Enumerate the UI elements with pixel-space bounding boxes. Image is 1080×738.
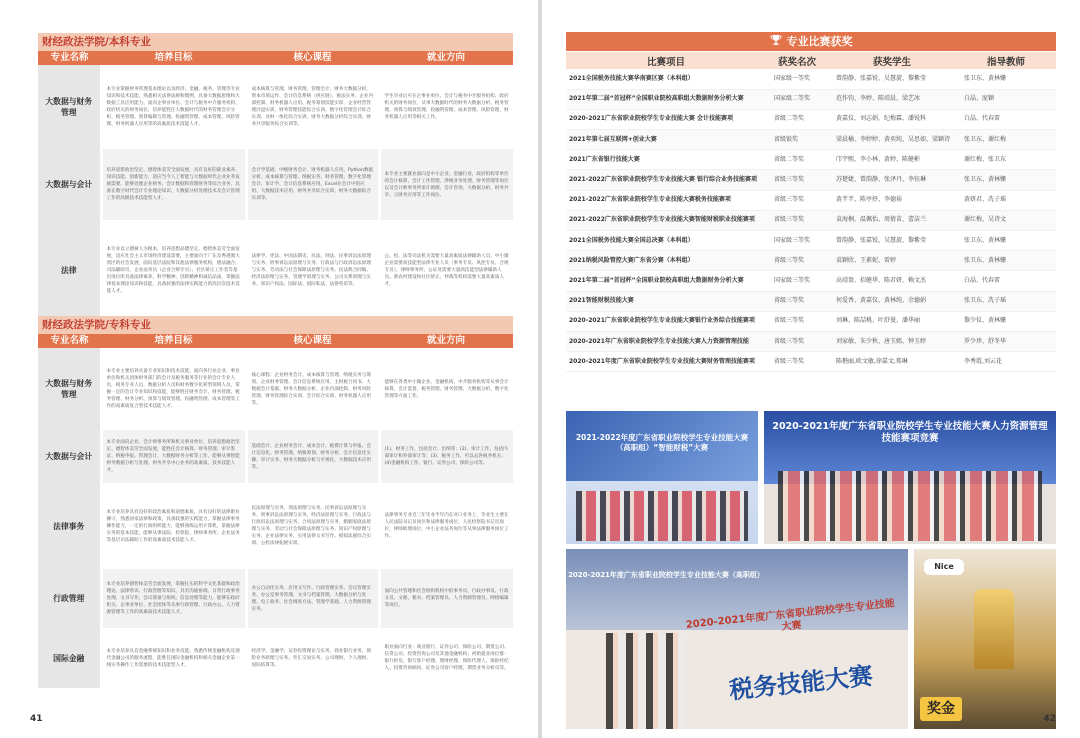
header-goal: 培养目标 [101, 334, 246, 348]
award-teacher: 白晶、代春雷 [956, 109, 1056, 129]
core-courses: 办公自动化实务、应用文写作、行政管理实务、会议管理实务、办公室事务管理、文书与档案管理、大数据分析与处理、电子政务、社会调查方法、管理学基础、人力资源管理实务。 [246, 569, 379, 628]
award-teacher: 白晶、代春雷 [956, 271, 1056, 291]
training-goal: 本专业掌握财务管理基本理论以及经济、金融、税务、管理等专业知识和技术技能，熟悉相关法律法规和惯例，具备大数据思维和大数据工具应用能力，面向企事业单位、会计与税务中介服务机构、政府机关的财务岗位，培养能胜任大数据时代的财务管理会计分析、税务管理、预算编制与管理、投融资管理、成本管理、风险管理、财务机器人应用等的高素质技术技能人才。 [101, 65, 246, 149]
vocational-majors-table [38, 334, 513, 688]
award-rank: 省级三等奖 [766, 170, 828, 190]
award-rank: 省级三等奖 [766, 311, 828, 331]
award-teacher: 谢红梅、吴诗文 [956, 210, 1056, 230]
competition-name: 2021年第二届“首冠杯”全国职业院校高职组大数据财务分析大赛 [566, 89, 766, 109]
header-job: 就业方向 [379, 51, 513, 65]
header-course: 核心课程 [246, 51, 379, 65]
award-row [566, 352, 1056, 372]
award-students: 苏楚婕、曾韵静、张泽丹、李钰琳 [828, 170, 956, 190]
award-rank: 国家级三等奖 [766, 271, 828, 291]
major-name: 大数据与财务管理 [38, 65, 101, 149]
competition-name: 2020-2021广东省职业院校学生专业技能大赛 会计技能赛项 [566, 109, 766, 129]
program-row [38, 628, 513, 688]
award-teacher: 李秀霞,刘云花 [956, 352, 1056, 372]
page-number-left: 41 [30, 714, 43, 724]
photo-people-group [576, 491, 748, 541]
competition-name: 2021纳税风险管控大赛广东省分赛（本科组） [566, 251, 766, 271]
awards-title-bar [566, 32, 1056, 51]
award-students: 袁海桐、温佩怡、周倩苗、蕾洁兰 [828, 210, 956, 230]
major-name: 法律事务 [38, 483, 101, 569]
core-courses: 法律学、宪法、中国法制史、民法、刑法、民事诉讼法原理与实务、刑事诉讼法原理与实务、行政法与行政诉讼法原理与实务、劳动法与社会保障法原理与实务、民法典合同编、经济法原理与实务、管理学原理与实务、公司关系原理与实务、知识产权法、国际法、国际私法、法律英语等。 [246, 220, 379, 320]
award-students: 黄嘉仪、刘志娟、纪梅霖、潘锐科 [828, 109, 956, 129]
header-rank: 获奖名次 [766, 52, 828, 69]
award-students: 曾韵静、张嘉锐、吴慧旋、黎紫莹 [828, 231, 956, 251]
award-teacher: 张卫东、谢红梅 [956, 130, 1056, 150]
award-teacher: 罗少珍、舒冬华 [956, 331, 1056, 351]
training-goal: 本专业培养具有金融系统知识和业务技能，熟悉传统金融机构及现代金融公司的服务流程，能胜任国际金融机构和相关金融企业第一线实务操作工作需要的技术技能型人才。 [101, 628, 246, 688]
right-page [542, 0, 1080, 738]
award-teacher: 白晶、庞颖 [956, 89, 1056, 109]
competition-name: 2021全国税务技能大赛华南赛区赛（本科组） [566, 69, 766, 89]
header-course: 核心课程 [246, 334, 379, 348]
competition-name: 2020-2021广东省职业院校学生专业技能大赛银行业务综合技能赛项 [566, 311, 766, 331]
training-goal: 本专业以立德树人为根本，培养思想品德坚定、德智体美劳全面发展，适应社会主义市场经济建设需要，主要面向于广东及粤港澳大湾区的社会发展，面向基层法院和其他法律服务机构，德法融合，司法辅助员、企业法务员（企业合规专员）、社区矫正工作者等基层岗位所具备法律素养、科学精神、创新精神和诚信品质，掌握法律基本理论知识和技能，具备较强的法律实践能力的高层次技术技能人才。 [101, 220, 246, 320]
competition-name: 2021-2022广东省职业院校学生专业技能大赛税务技能赛项 [566, 190, 766, 210]
award-students: 刘家敏、朱少秋、唐玉嫣、钟玉婷 [828, 331, 956, 351]
award-rank: 省级二等奖 [766, 150, 828, 170]
career-direction: 学生毕业后可在企事业单位、会计与税务中介服务机构、政府机关的财务岗位，从事大数据时代的财务大数据分析、税务管理、预算与绩效管理、投融资管理、成本管理、风险管理、财务机器人应用等相关工作。 [379, 65, 513, 149]
award-teacher: 谢红梅、张卫东 [956, 150, 1056, 170]
major-name: 法律 [38, 220, 101, 320]
photo-smart-tax-competition [566, 411, 758, 544]
award-students: 曾韵静、张嘉锐、吴慧旋、黎紫莹 [828, 69, 956, 89]
program-row [38, 220, 513, 320]
award-row [566, 130, 1056, 150]
photo-tax-skills-competition [566, 549, 908, 729]
program-row [38, 483, 513, 569]
trophy-cup [974, 589, 1014, 669]
award-rank: 国家级三等奖 [766, 231, 828, 251]
competition-name: 2020-2021年广东省职业院校学生专业技能大赛人力资源管理技能 [566, 331, 766, 351]
award-rank: 省级三等奖 [766, 251, 828, 271]
training-goal: 本专业培养具有良好的政治素质和道德素质，具有良好的法律职业操守，熟悉国家法律和政策，具备较强的实践能力，掌握法律事务操作能力，一定的行政组织能力，能够熟练运用计算机，掌握法律实务的基本技能，能够从事法院、检察院、律师事务所、企业法务等基层司法辅助工作的高素质技术技能人才。 [101, 483, 246, 569]
header-major: 专业名称 [38, 334, 101, 348]
award-row [566, 190, 1056, 210]
award-students: 袁颖欣、王素妮、雷婷 [828, 251, 956, 271]
core-courses: 基础会计、企业财务会计、成本会计、税费计算与申报、会计信息化、财务管理、纳税筹划、财务分析、会计信息化实操、审计实务、财务大数据分析与可视化、大数据技术应用等。 [246, 430, 379, 483]
competition-name: 2021-2022广东省职业院校学生专业技能大赛 银行综合业务技能赛项 [566, 170, 766, 190]
competition-name: 2021年第二届“首冠杯”全国职业院校高职组大数据财务分析大赛 [566, 271, 766, 291]
competition-name: 2020-2021年度广东省职业院校学生专业技能大赛财务管理技能赛项 [566, 352, 766, 372]
award-row [566, 271, 1056, 291]
award-teacher: 张卫东、黄林姗 [956, 69, 1056, 89]
career-direction: (1)、财务工作，包括会计、出纳等；(2)、审计工作，包括内部审计和外部审计等；(3)、税务工作，可以去各税务机关；(4)金融机构工作，银行、证券公司、保险公司等。 [379, 430, 513, 483]
program-row [38, 569, 513, 628]
award-row [566, 291, 1056, 311]
training-goal: 本专业培养德智体美劳全面发展，掌握扎实的科学文化基础和政治理论、法律常识、行政管理等知识，具有沟通协调、日常行政事务处理、文书写作、会议筹备与组织、信息处理等能力，能够在政府机关、企事业单位、社会团体等从事行政管理、行政办公、人力资源管理等工作的高素质技术技能人才。 [101, 569, 246, 628]
competition-name: 2021年第七届互联网+创业大赛 [566, 130, 766, 150]
major-name: 国际金融 [38, 628, 101, 688]
program-row [38, 149, 513, 220]
award-rank: 省级三等奖 [766, 190, 828, 210]
header-goal: 培养目标 [101, 51, 246, 65]
award-row [566, 69, 1056, 89]
award-row [566, 210, 1056, 230]
section-title-vocational: 财经政法学院/专科专业 [38, 316, 513, 334]
section-title-undergraduate: 财经政法学院/本科专业 [38, 33, 513, 51]
award-students: 陈楷丽,欧文敏,徐嘉文,郑琳 [828, 352, 956, 372]
career-direction: 法律事务专业近三年毕业半年内在对口业务上，毕业生主要在人民法院书记员岗位和法律服务岗位，人民检察院书记员岗位，律师助理岗位，中小企业法务岗位等从事法律服务岗位工作。 [379, 483, 513, 569]
career-direction: 能够在各类中小微企业、金融机构、中介服务机构等从事会计核算、会计监督、税务管理、财务管理、大数据分析、数字化管理等方面工作。 [379, 348, 513, 430]
award-students: 范作钧、李婷、陈靖晨、梁艺冰 [828, 89, 956, 109]
award-rank: 省级二等奖 [766, 109, 828, 129]
competition-name: 2021广东省银行技能大赛 [566, 150, 766, 170]
career-direction: 本专业主要就业面向是中小企业、金融行业、政府机构等单位的会计核算、会计工作管理、涉税业务处理、财务管理等岗位以及会计师事务所审计助理、会计咨询、大数据分析、财务共享、云财务应用等工作岗位。 [379, 149, 513, 220]
award-teacher: 黎少仪、黄林姗 [956, 311, 1056, 331]
award-rank: 省级三等奖 [766, 352, 828, 372]
competition-name: 2021智能财税技能大赛 [566, 291, 766, 311]
award-teacher: 张卫东、冼子瑶 [956, 291, 1056, 311]
award-students: 高靖盈、招健华、陈君妍、赖文杰 [828, 271, 956, 291]
award-rank: 省级三等奖 [766, 291, 828, 311]
awards-header-row [566, 52, 1056, 69]
career-direction: 公、检、法等司法机关需要大量高素质法律辅助人员，中小微企业需要高技能型法律专业人员（事务专员、风控专员、合规专员），律师事务所、公证处需要大量高技能型法律辅助人员。新农村建设和社区矫正、仲裁等机构需要大量高素质人才。 [379, 220, 513, 320]
header-teacher: 指导教师 [956, 52, 1056, 69]
nice-sticker: Nice [924, 559, 964, 575]
award-students: 何爱香、黄嘉仪、黄林纯、余德娟 [828, 291, 956, 311]
award-rank: 省级三等奖 [766, 331, 828, 351]
award-students: 黄芊芊、陈亭妤、李德裕 [828, 190, 956, 210]
photo4-banner-text: 税务技能大赛 [727, 661, 875, 705]
core-courses: 成本核算与管理、财务管理、管理会计、财务大数据分析、资本市场运作、会计信息系统（供应链）、税法实务、企业内部控制、财务机器人应用、税务筹划技能实训、企业经营管理沙盘实训、财务管理技能综合实训、数字化管理会计综合实训、业财一体化综合实训、财务大数据分析综合实训、财务共享服务综合实训等。 [246, 65, 379, 149]
career-direction: 面向公共管理和社会组织机构中的事务员、行政办事员、行政文员、文秘、秘书、档案管理员、人力资源管理员、网络编辑等岗位。 [379, 569, 513, 628]
training-goal: 本专业面向企业、会计师事务所和机关事业单位，培养思想政治坚定、德智体美劳全面发展，能胜任会计核算、财务管理、审计鉴证、纳税申报、管理会计、大数据财务分析等工作，能够从事智能财务数据分析与处理、财务共享中心业务的高素质、技术技能人才。 [101, 430, 246, 483]
awards-table [566, 52, 1056, 372]
competition-name: 2021-2022广东省职业院校学生专业技能大赛智能财税职业技能赛项 [566, 210, 766, 230]
award-row [566, 150, 1056, 170]
award-row [566, 331, 1056, 351]
award-rank: 国家级二等奖 [766, 89, 828, 109]
award-row [566, 170, 1056, 190]
core-courses: 经济学、金融学、证券投资理论与实务、商业银行业务、保险业务原理与实务、外汇交易实务、公司理财、个人理财、国际结算等。 [246, 628, 379, 688]
photo-hr-competition [764, 411, 1056, 544]
photo-award-trophy [914, 549, 1056, 729]
trophy-icon [770, 33, 782, 52]
award-row [566, 231, 1056, 251]
award-row [566, 251, 1056, 271]
header-job: 就业方向 [379, 334, 513, 348]
award-teacher: 张卫东、黄林姗 [956, 251, 1056, 271]
header-students: 获奖学生 [828, 52, 956, 69]
program-row [38, 430, 513, 483]
photo3-caption: 2020-2021年度广东省职业院校学生专业技能大赛（高职组） [568, 571, 764, 579]
core-courses: 民法原理与实务、刑法原理与实务、民事诉讼法原理与实务、刑事诉讼法原理与实务、经济法原理与实务、行政法与行政诉讼法原理与实务、合同法原理与实务、婚姻家庭法原理与实务、劳动与社会保障法原理与实务、知识产权原理与实务、企业法律实务、实用法律文书写作、模拟法庭综合实训、公检法律拓展实训。 [246, 483, 379, 569]
award-rank: 国家级一等奖 [766, 69, 828, 89]
page-number-right: 42 [1043, 714, 1056, 724]
award-students: 邝宇熙、李小林、黄婷、陈健彬 [828, 150, 956, 170]
award-badge: 奖金 [920, 697, 962, 721]
core-courses: 会计学基础、中级财务会计、财务机器人应用、Python数据分析、成本核算与管理、纳税实务、财务管理、数字化管理会计、审计学、会计信息系统应用、Excel在会计中的应用、大数据技术应用、财务共享综合实训、财务大数据综合实训等。 [246, 149, 379, 220]
award-row [566, 311, 1056, 331]
training-goal: 本专业主要培养具备专业知识和技术技能，面向各行业企业、事业单位和机关团体财务部门的会计及税务服务等行业的会计专业人员，税务专业人员，数据分析人员和财务数字化转型领域人员，掌握一定的会计专业知识和技能，能够胜任财务会计、财务管理、税务管理、财务分析、预算与绩效管理、投融资管理、成本管理等工作的高素质复合型技术技能人才。 [101, 348, 246, 430]
award-rank: 省级三等奖 [766, 210, 828, 230]
photo-people-group [778, 471, 1042, 541]
major-name: 行政管理 [38, 569, 101, 628]
award-teacher: 黄妍君、冼子瑶 [956, 190, 1056, 210]
award-row [566, 109, 1056, 129]
award-teacher: 张卫东、黄林姗 [956, 170, 1056, 190]
header-major: 专业名称 [38, 51, 101, 65]
table-header-row [38, 334, 513, 348]
header-competition: 比赛项目 [566, 52, 766, 69]
left-page [0, 0, 538, 738]
program-row [38, 348, 513, 430]
program-row [38, 65, 513, 149]
award-students: 刘琳、陈喆桃、叶舒曼、潘华丽 [828, 311, 956, 331]
career-direction: 职业面向行业：商业银行、证券公司、保险公司、期货公司、信贷公司、投资咨询公司及其他金融机构；初始就业岗位群：银行柜员、银行客户经理、理财经理、保险代理人、保险经纪人、投资咨询顾问、证券公司客户经理、期货业务分析员等。 [379, 628, 513, 688]
award-students: 梁晨榆、李婷婷、黄奕纯、吴思如、梁颖诗 [828, 130, 956, 150]
award-teacher: 张卫东、黄林姗 [956, 231, 1056, 251]
major-name: 大数据与会计 [38, 149, 101, 220]
award-row [566, 89, 1056, 109]
photo2-caption: 2020-2021年度广东省职业院校学生专业技能大赛人力资源管理技能赛项竞赛 [772, 421, 1048, 444]
core-courses: 核心课程：企业财务会计、成本核算与管理、纳税实务与筹划、企业财务管理、会计信息系统应用、主财税合同书、大数据会计基础、财务大数据分析、企业内部控制、财务风险管理、财务管理综合实训、会计综合实训、财务机器人应用等。 [246, 348, 379, 430]
awards-title: 专业比赛获奖 [786, 35, 853, 48]
undergraduate-majors-table [38, 51, 513, 320]
major-name: 大数据与会计 [38, 430, 101, 483]
award-rank: 省级银奖 [766, 130, 828, 150]
photo1-caption: 2021-2022年度广东省职业院校学生专业技能大赛（高职组）“智能财税”大赛 [575, 433, 749, 452]
photo4-caption: 2020-2021年度广东省职业院校学生专业技能大赛 [685, 598, 896, 633]
major-name: 大数据与财务管理 [38, 348, 101, 430]
table-header-row [38, 51, 513, 65]
competition-name: 2021全国税务技能大赛全国总决赛（本科组） [566, 231, 766, 251]
photo-people-group [606, 633, 686, 729]
training-goal: 培养思想政治坚定、德智体美劳全面发展，具有良好的职业素养、知识技能、创新能力，适应当今人工智能与大数据时代企业业务发展需要，能够处理企业财务、会计数据和管理财务等综合业务，具备在数字时代会计专业理论知识、大数据分析处理技术及会计管理工作的高级技术技能型人才。 [101, 149, 246, 220]
